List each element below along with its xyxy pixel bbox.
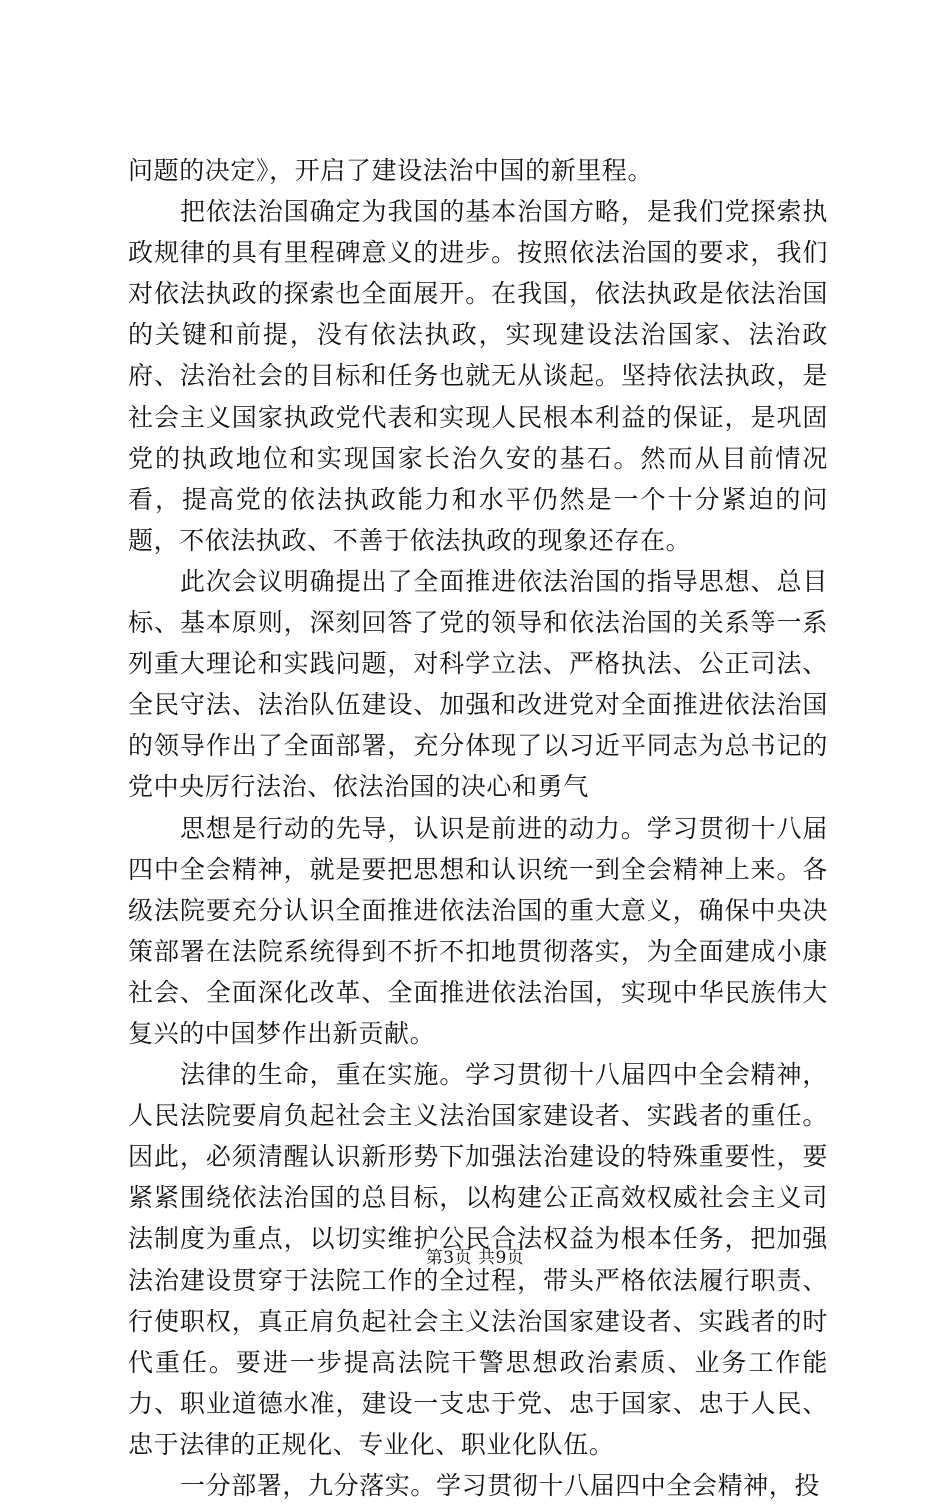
paragraph-3: 此次会议明确提出了全面推进依法治国的指导思想、总目标、基本原则，深刻回答了党的领导和依法治国的关系等一系列重大理论和实践问题，对科学立法、严格执法、公正司法、全民守法、法治队伍建设、加强和改进党对全面推进依法治国的领导作出了全面部署，充分体现了以习近平同志为总书记的党中央厉行法治、依法治国的决心和勇气: [128, 566, 828, 802]
paragraph-2: 把依法治国确定为我国的基本治国方略，是我们党探索执政规律的具有里程碑意义的进步。按照依法治国的要求，我们对依法执政的探索也全面展开。在我国，依法执政是依法治国的关键和前提，没有依法执政，实现建设法治国家、法治政府、法治社会的目标和任务也就无从谈起。坚持依法执政，是社会主义国家执政党代表和实现人民根本利益的保证，是巩固党的执政地位和实现国家长治久安的基石。然而从目前情况看，提高党的依法执政能力和水平仍然是一个十分紧迫的问题，不依法执政、不善于依法执政的现象还存在。: [128, 197, 828, 555]
document-body: [128, 150, 828, 1506]
paragraph-1: 问题的决定》，开启了建设法治中国的新里程。: [128, 156, 654, 185]
paragraph-5: 法律的生命，重在实施。学习贯彻十八届四中全会精神，人民法院要肩负起社会主义法治国家建设者、实践者的重任。因此，必须清醒认识新形势下加强法治建设的特殊重要性，要紧紧围绕依法治国的总目标，以构建公正高效权威社会主义司法制度为重点，以切实维护公民合法权益为根本任务，把加强法治建设贯穿于法院工作的全过程，带头严格依法履行职责、行使职权，真正肩负起社会主义法治国家建设者、实践者的时代重任。要进一步提高法院干警思想政治素质、业务工作能力、职业道德水准，建设一支忠于党、忠于国家、忠于人民、忠于法律的正规化、专业化、职业化队伍。: [128, 1060, 828, 1459]
paragraph-6: 一分部署，九分落实。学习贯彻十八届四中全会精神，投: [180, 1471, 821, 1500]
paragraph-4: 思想是行动的先导，认识是前进的动力。学习贯彻十八届四中全会精神，就是要把思想和认识统一到全会精神上来。各级法院要充分认识全面推进依法治国的重大意义，确保中央决策部署在法院系统得到不折不扣地贯彻落实，为全面建成小康社会、全面深化改革、全面推进依法治国，实现中华民族伟大复兴的中国梦作出新贡献。: [128, 813, 828, 1048]
page-number-footer: 第3页 共9页: [425, 1248, 525, 1268]
